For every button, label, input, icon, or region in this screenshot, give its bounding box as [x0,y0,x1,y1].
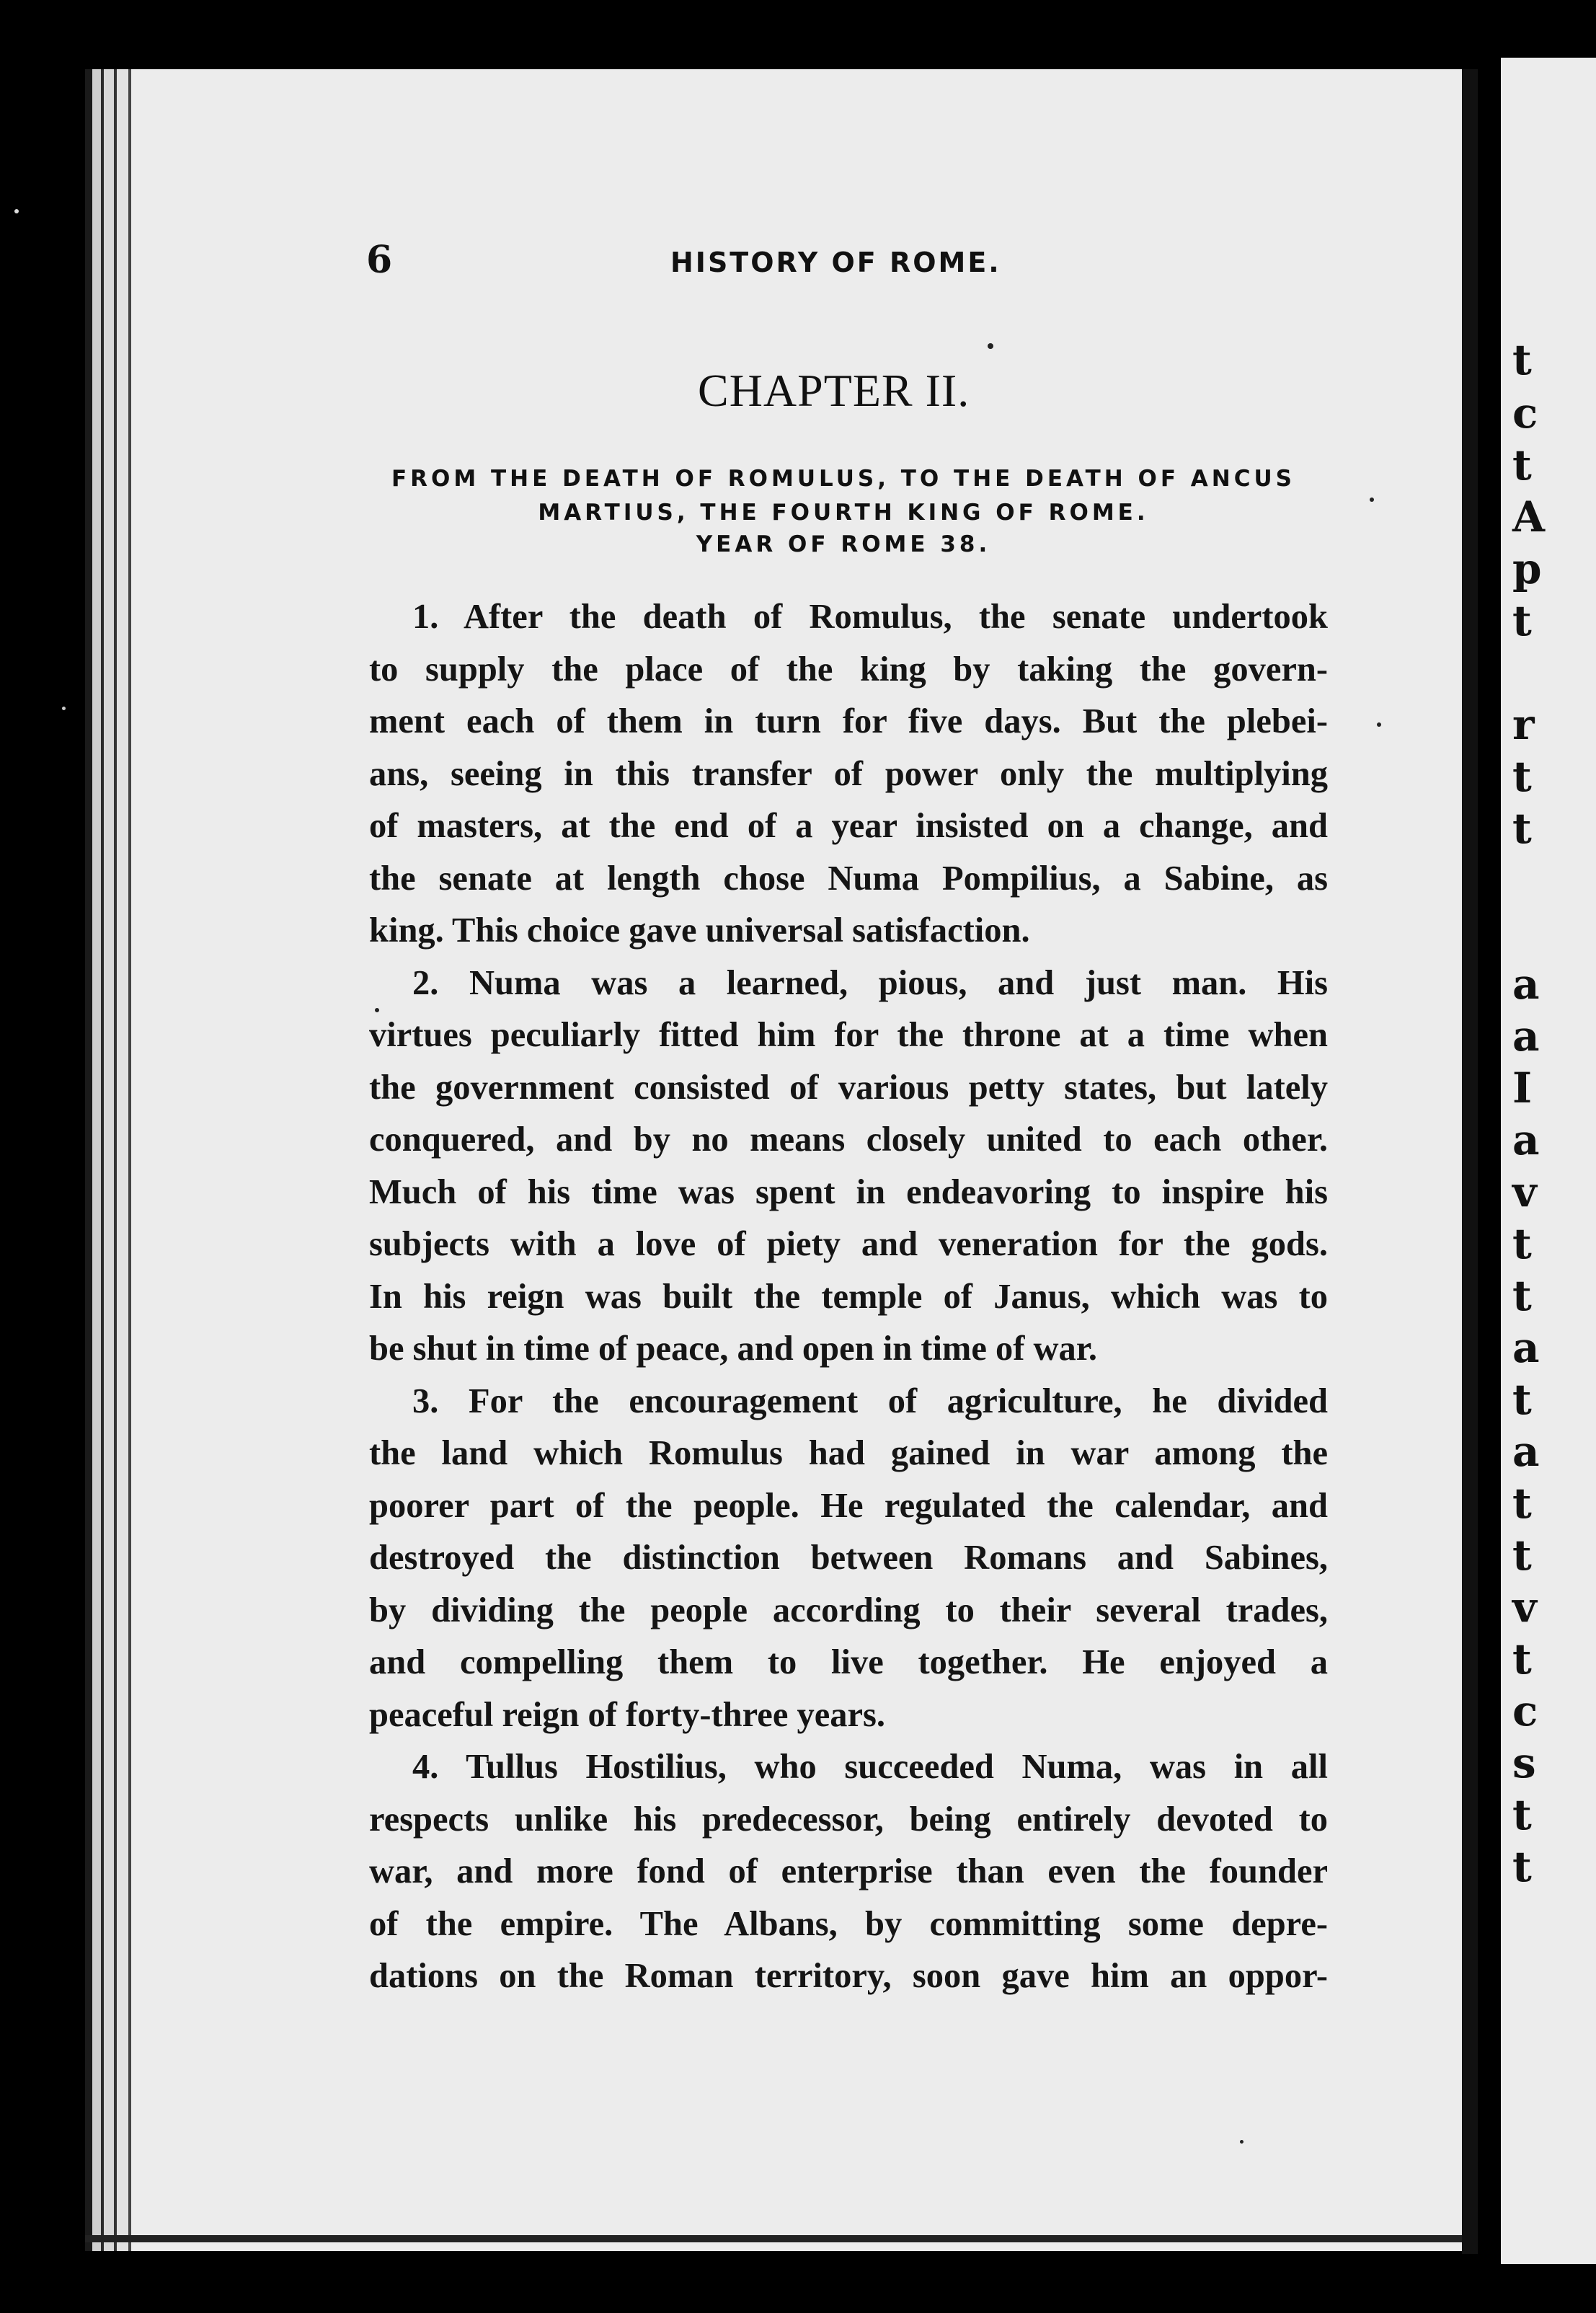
body-line: and compelling them to live together. He enjoyed a [369,1643,1328,1681]
body-line: of the empire. The Albans, by committing some depre- [369,1904,1328,1943]
next-page-fragment: c [1512,1686,1538,1735]
next-page-fragment: p [1512,544,1542,593]
body-line: 2. Numa was a learned, pious, and just man. His [412,963,1328,1002]
body-line: poorer part of the people. He regulated the calendar, and [369,1486,1328,1525]
next-page-fragment: v [1512,1583,1537,1632]
running-head: HISTORY OF ROME. [670,247,1001,278]
body-line: war, and more fond of enterprise than even the founder [369,1852,1328,1890]
body-line: ment each of them in turn for five days. But the plebei- [369,702,1328,740]
body-line: peaceful reign of forty-three years. [369,1695,886,1734]
body-line: ans, seeing in this transfer of power only the multiplying [369,754,1328,793]
chapter-body [369,591,1328,2003]
chapter-subtitle-line-3: YEAR OF ROME 38. [696,531,991,557]
page-gutter-edge [85,69,144,2251]
next-page-fragment: a [1512,960,1540,1009]
page-number: 6 [366,238,393,282]
next-page-fragment: t [1512,1790,1532,1839]
body-line: conquered, and by no means closely united to each other. [369,1120,1328,1159]
body-line: respects unlike his predecessor, being entirely devoted to [369,1800,1328,1839]
body-line: by dividing the people according to their several trades, [369,1591,1328,1629]
next-page-fragment: a [1512,1115,1540,1164]
next-page-fragment: t [1512,804,1532,853]
next-page-fragment: t [1512,335,1532,384]
body-line: the land which Romulus had gained in war among the [369,1434,1328,1472]
next-page-fragment: I [1512,1063,1533,1113]
next-page-fragment: t [1512,1842,1532,1891]
next-page-fragment: t [1512,1375,1532,1424]
chapter-subtitle-line-1: FROM THE DEATH OF ROMULUS, TO THE DEATH OF ANCUS [391,466,1295,492]
next-page-fragment: t [1512,596,1532,645]
body-line: to supply the place of the king by taking the govern- [369,650,1328,689]
body-line: dations on the Roman territory, soon gave him an oppor- [369,1957,1328,1995]
body-line: 4. Tullus Hostilius, who succeeded Numa, was in all [412,1748,1328,1786]
next-page-fragment: a [1512,1323,1540,1372]
body-line: be shut in time of peace, and open in time of war. [369,1330,1097,1368]
next-page-fragment: t [1512,1479,1532,1528]
next-page-fragment: A [1512,492,1546,541]
page-bottom-edge [85,2235,1462,2242]
next-page-fragment: c [1512,389,1538,438]
next-page-fragment: t [1512,1219,1532,1268]
body-line: 3. For the encouragement of agriculture, he divided [412,1381,1328,1420]
next-page-fragment: t [1512,1635,1532,1684]
body-line: of masters, at the end of a year insisted on a change, and [369,807,1328,845]
body-line: subjects with a love of piety and veneration for the gods. [369,1225,1328,1263]
body-line: 1. After the death of Romulus, the senate undertook [412,598,1328,636]
next-page-fragment: t [1512,1271,1532,1320]
next-page-fragment: t [1512,441,1532,490]
body-line: the senate at length chose Numa Pompilius, a Sabine, as [369,859,1328,898]
next-page-fragment: r [1512,700,1535,749]
chapter-title: CHAPTER II. [698,365,970,416]
body-line: king. This choice gave universal satisfaction. [369,911,1030,950]
next-page-fragment: t [1512,1531,1532,1580]
next-page-fragment: a [1512,1427,1540,1476]
next-page-fragment: v [1512,1167,1537,1216]
body-line: the government consisted of various petty states, but lately [369,1068,1328,1107]
next-page-fragment: s [1512,1738,1536,1787]
body-line: destroyed the distinction between Romans and Sabines, [369,1539,1328,1577]
next-page-fragment: a [1512,1012,1540,1061]
body-line: virtues peculiarly fitted him for the throne at a time when [369,1016,1328,1054]
body-line: In his reign was built the temple of Janus, which was to [369,1277,1328,1316]
next-page-fragment: t [1512,752,1532,801]
chapter-subtitle-line-2: MARTIUS, THE FOURTH KING OF ROME. [538,500,1149,526]
page-fold-shadow [1462,69,1501,2254]
body-line: Much of his time was spent in endeavoring to inspire his [369,1172,1328,1211]
